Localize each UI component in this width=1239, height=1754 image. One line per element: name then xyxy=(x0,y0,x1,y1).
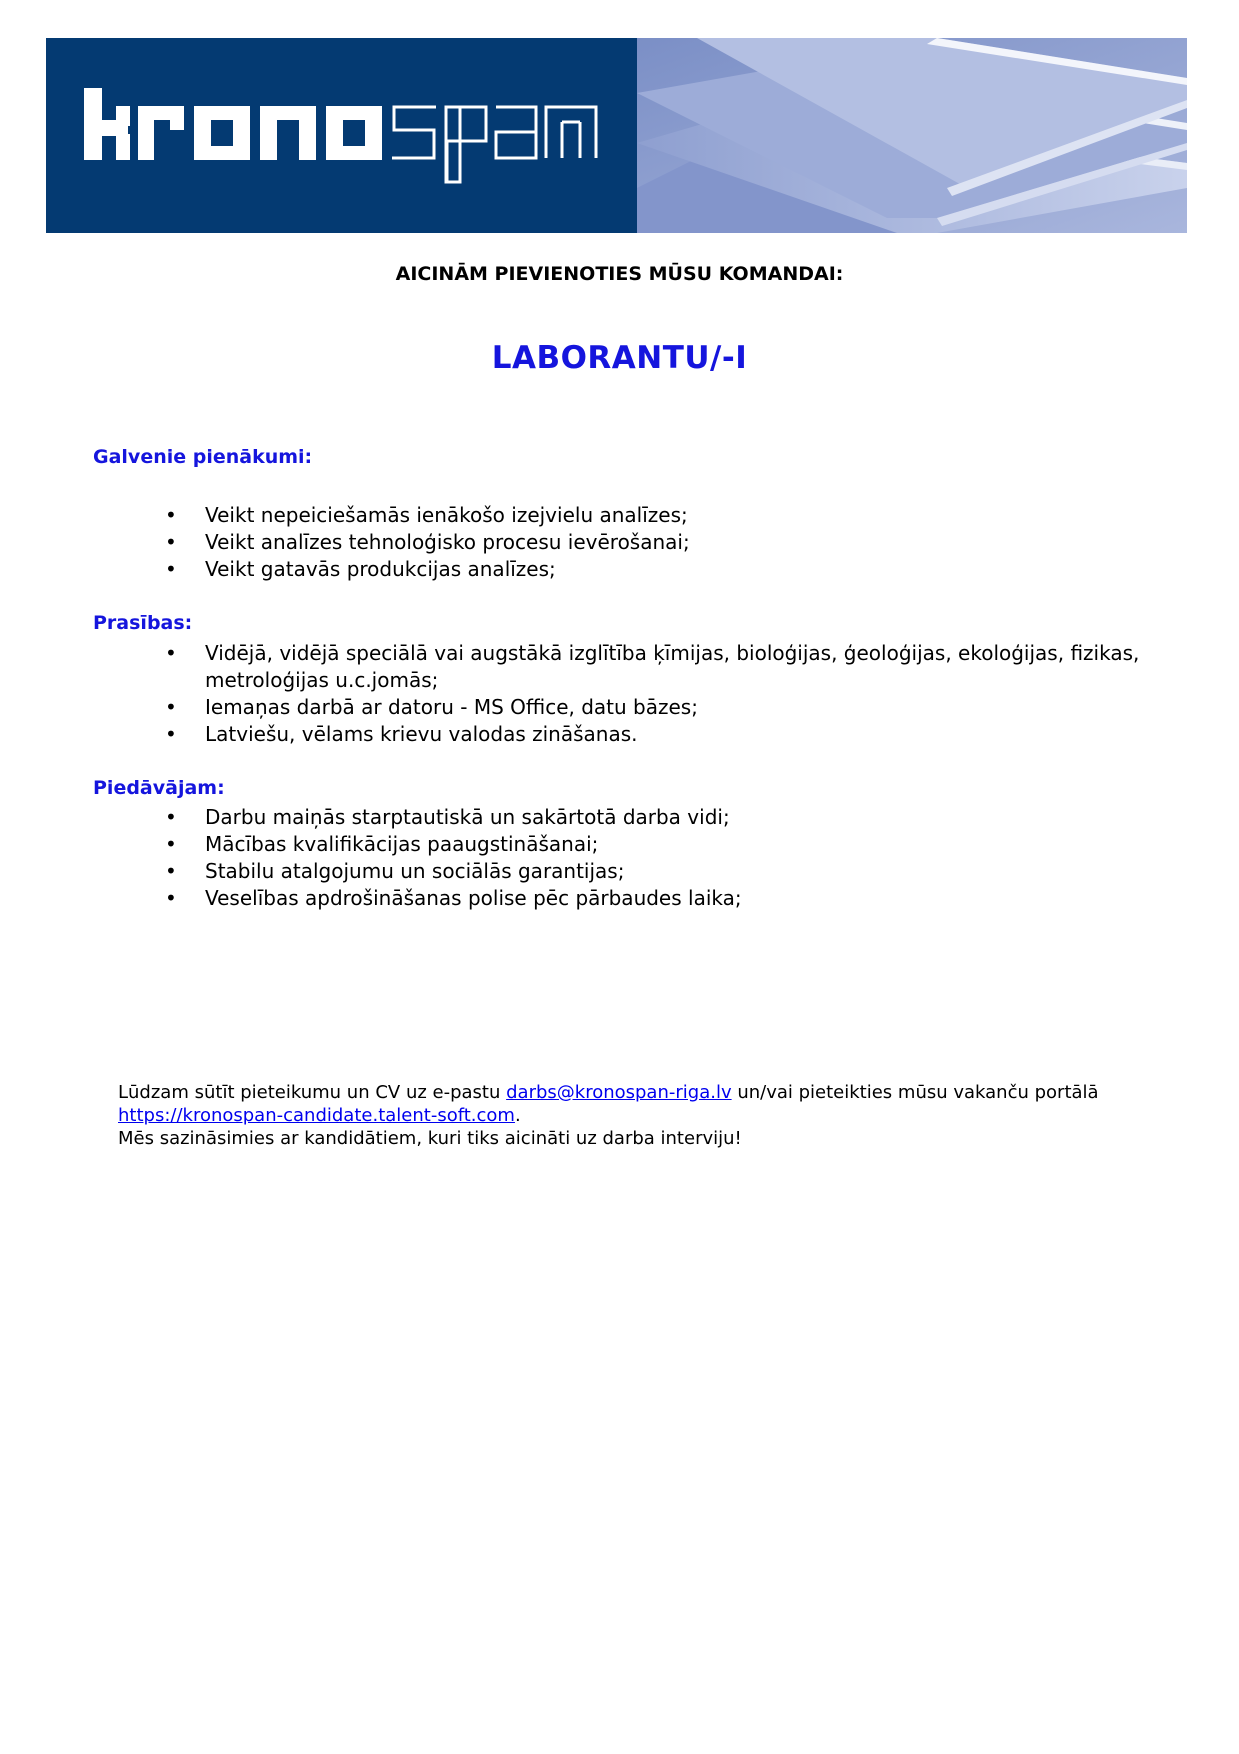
email-link[interactable]: darbs@kronospan-riga.lv xyxy=(506,1082,732,1103)
duties-list xyxy=(0,502,1239,583)
list-item: • Mācības kvalifikācijas paaugstināšanai; xyxy=(165,832,599,856)
intro-heading: AICINĀM PIEVIENOTIES MŪSU KOMANDAI: xyxy=(395,263,844,285)
section-heading-requirements: Prasības: xyxy=(93,612,193,634)
portal-link[interactable]: https://kronospan-candidate.talent-soft.com xyxy=(118,1105,515,1126)
bullet-icon: • xyxy=(165,805,177,829)
bullet-icon: • xyxy=(165,886,177,910)
list-item: • Veikt analīzes tehnoloģisko procesu ievērošanai; xyxy=(165,530,690,554)
offer-list xyxy=(0,804,1239,912)
application-instructions xyxy=(118,1081,1158,1150)
list-item: • Veikt nepeiciešamās ienākošo izejvielu analīzes; xyxy=(165,503,688,527)
section-heading-offer: Piedāvājam: xyxy=(93,777,225,799)
banner-boards-image xyxy=(637,38,1187,233)
kronospan-logo xyxy=(84,82,604,192)
closing-text: Mēs sazināsimies ar kandidātiem, kuri tiks aicināti uz darba interviju! xyxy=(118,1128,742,1149)
panel-boards-graphic xyxy=(637,38,1187,233)
bullet-icon: • xyxy=(165,530,177,554)
bullet-icon: • xyxy=(165,557,177,581)
section-heading-duties: Galvenie pienākumi: xyxy=(93,446,313,468)
list-item: • Veselības apdrošināšanas polise pēc pārbaudes laika; xyxy=(165,886,742,910)
job-title: LABORANTU/-I xyxy=(491,340,748,376)
bullet-icon: • xyxy=(165,722,177,746)
bullet-icon: • xyxy=(165,695,177,719)
requirements-list xyxy=(0,640,1239,748)
instructions-text-cont: un/vai pieteikties mūsu vakanču portālā xyxy=(731,1082,1099,1103)
url-suffix: . xyxy=(514,1105,521,1126)
header-banner xyxy=(46,38,1187,233)
instructions-text: Lūdzam sūtīt pieteikumu un CV uz e-pastu xyxy=(118,1082,507,1103)
list-item: • Veikt gatavās produkcijas analīzes; xyxy=(165,557,556,581)
banner-brand-panel xyxy=(46,38,637,233)
list-item: • Latviešu, vēlams krievu valodas zināšanas. xyxy=(165,722,638,746)
bullet-icon: • xyxy=(165,832,177,856)
list-item: • Darbu maiņās starptautiskā un sakārtotā darba vidi; xyxy=(165,805,730,829)
list-item: • Iemaņas darbā ar datoru - MS Office, datu bāzes; xyxy=(165,695,698,719)
list-item: • Stabilu atalgojumu un sociālās garantijas; xyxy=(165,859,625,883)
bullet-icon: • xyxy=(165,859,177,883)
bullet-icon: • xyxy=(165,503,177,527)
list-item: • Vidējā, vidējā speciālā vai augstākā izglītība ķīmijas, bioloģijas, ģeoloģijas, ekoloģijas, fizikas, metroloģijas u.c.jomās; xyxy=(165,641,1140,692)
bullet-icon: • xyxy=(165,641,177,665)
